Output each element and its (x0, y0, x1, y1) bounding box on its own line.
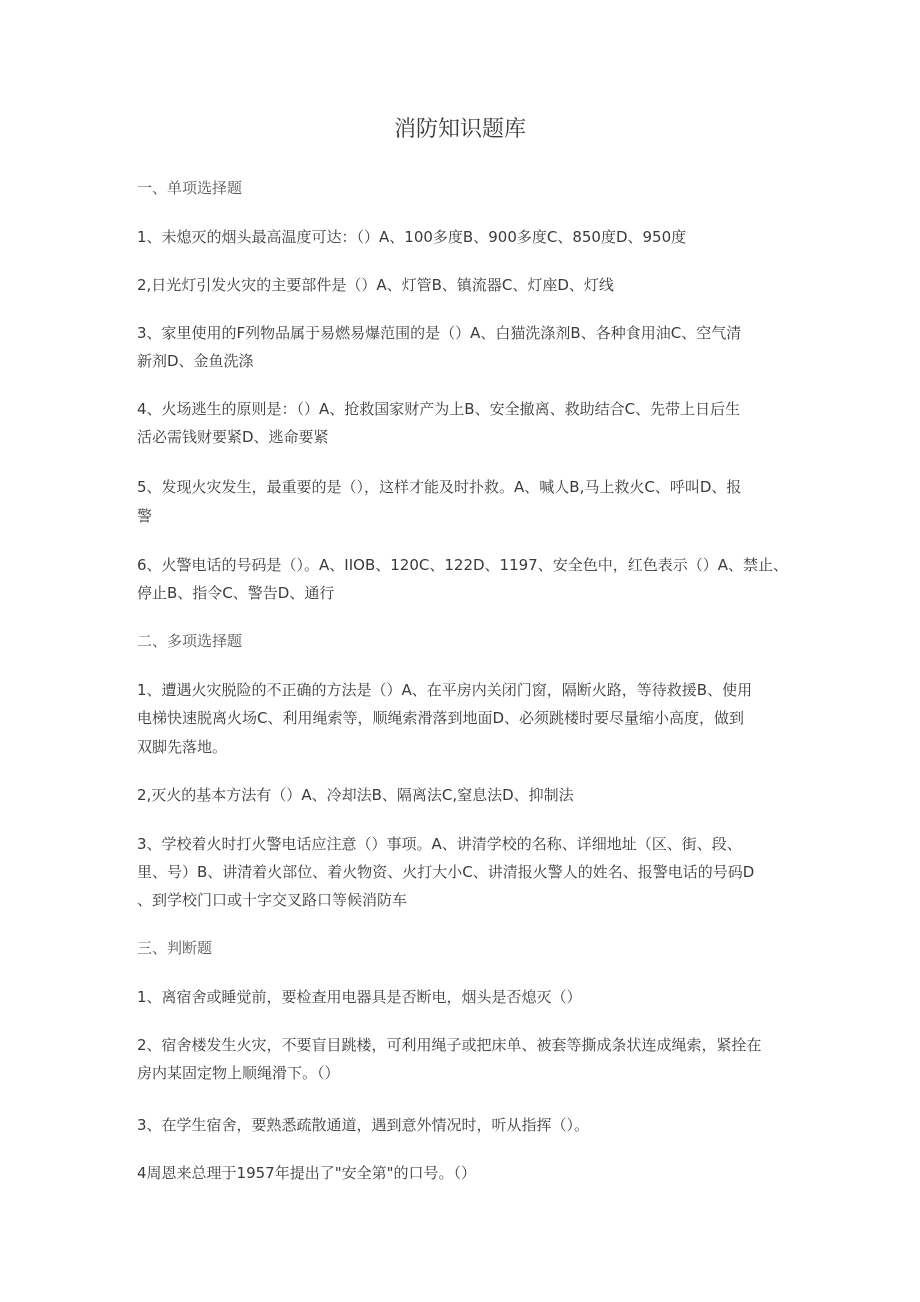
question-text: 里、号）B、讲清着火部位、着火物资、火打大小C、讲清报火警人的姓名、报警电话的号码D (137, 863, 755, 881)
question-text: 双脚先落地。 (137, 738, 228, 756)
question-text: 2,日光灯引发火灾的主要部件是（）A、灯管B、镇流器C、灯座D、灯线 (137, 276, 614, 294)
question-text: 活必需钱财要紧D、逃命要紧 (137, 428, 329, 446)
section-heading-multiple-choice: 二、多项选择题 (137, 632, 243, 650)
question-text: 电梯快速脱离火场C、利用绳索等，顺绳索滑落到地面D、必须跳楼时要尽量缩小高度，做到 (137, 709, 745, 727)
question-text: 5、发现火灾发生，最重要的是（），这样才能及时扑救。A、喊人B,马上救火C、呼叫D、报 (137, 478, 742, 496)
question-text: 3、家里使用的F列物品属于易燃易爆范围的是（）A、白猫洗涤剂B、各种食用油C、空气清 (137, 324, 742, 342)
section-heading-true-false: 三、判断题 (137, 939, 213, 957)
question-text: 停止B、指令C、警告D、通行 (137, 584, 335, 602)
question-text: 、到学校门口或十字交叉路口等候消防车 (137, 891, 408, 909)
question-text: 4、火场逃生的原则是：（）A、抢救国家财产为上B、安全撤离、救助结合C、先带上日后生 (137, 400, 741, 418)
question-text: 2,灭火的基本方法有（）A、冷却法B、隔离法C,窒息法D、抑制法 (137, 786, 574, 804)
question-text: 警 (137, 507, 153, 525)
question-text: 房内某固定物上顺绳滑下。（） (137, 1064, 340, 1082)
document-title: 消防知识题库 (393, 117, 526, 142)
question-text: 2、宿舍楼发生火灾，不要盲目跳楼，可利用绳子或把床单、被套等撕成条状连成绳索，紧拴在 (137, 1036, 762, 1054)
question-text: 1、离宿舍或睡觉前，要检查用电器具是否断电，烟头是否熄灭（） (137, 988, 582, 1006)
question-text: 3、学校着火时打火警电话应注意（）事项。A、讲清学校的名称、详细地址（区、街、段、 (137, 835, 742, 853)
section-heading-single-choice: 一、单项选择题 (137, 179, 243, 197)
question-text: 新剂D、金鱼洗涤 (137, 352, 254, 370)
question-text: 4周恩来总理于1957年提出了"安全第"的口号。（） (137, 1164, 477, 1182)
question-text: 6、火警电话的号码是（）。A、IIOB、120C、122D、1197、安全色中，红色表示（）A、禁止、 (137, 556, 788, 574)
question-text: 3、在学生宿舍，要熟悉疏散通道，遇到意外情况时，听从指挥（）。 (137, 1116, 590, 1134)
question-text: 1、遭遇火灾脱险的不正确的方法是（）A、在平房内关闭门窗，隔断火路，等待救援B、使用 (137, 681, 753, 699)
question-text: 1、未熄灭的烟头最高温度可达：（）A、100多度B、900多度C、850度D、950度 (137, 228, 687, 246)
